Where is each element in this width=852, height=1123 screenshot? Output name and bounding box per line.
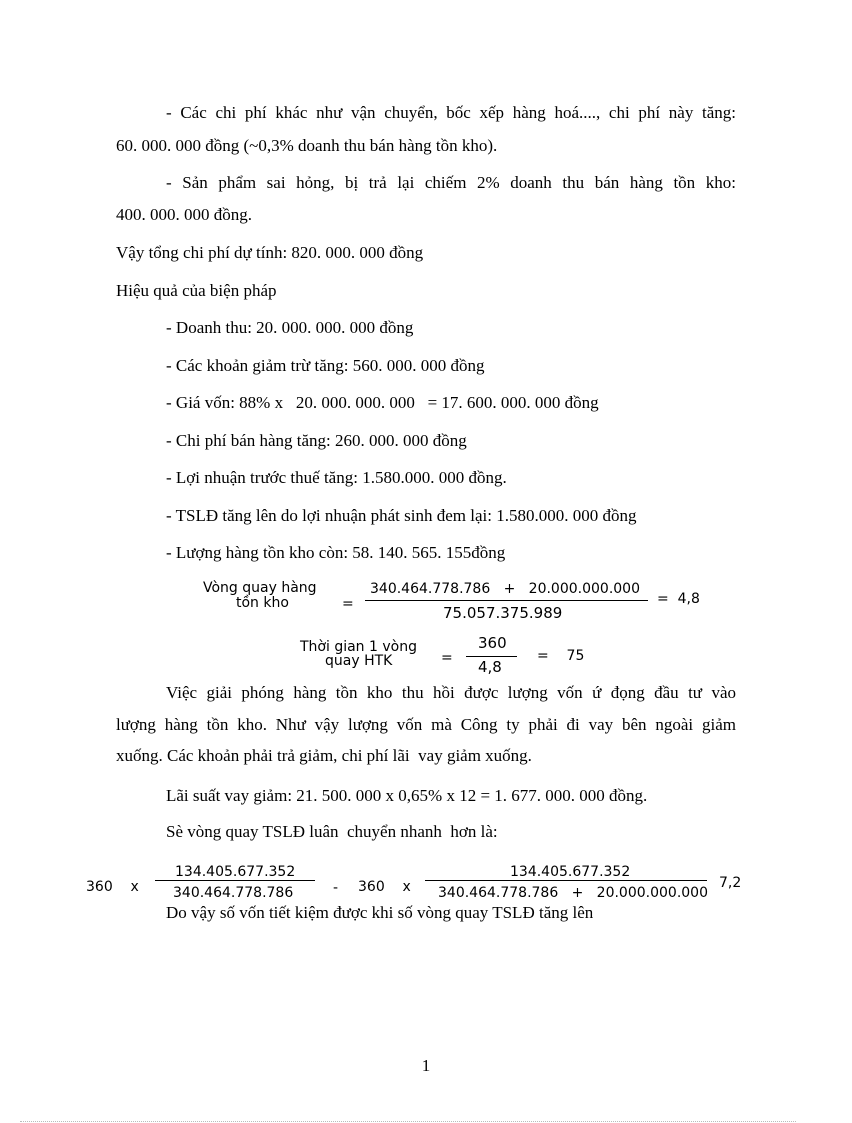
- formula-numerator: 134.405.677.352: [175, 864, 296, 880]
- interest-line: Lãi suất vay giảm: 21. 500. 000 x 0,65% x 12 = 1. 677. 000. 000 đồng.: [166, 786, 648, 805]
- formula-denominator: 340.464.778.786 + 20.000.000.000: [438, 885, 708, 901]
- page-number: 1: [421, 1056, 431, 1075]
- equals-sign: =: [441, 650, 453, 666]
- paragraph-line: - Các chi phí khác như vận chuyển, bốc xếp hàng hoá...., chi phí này tăng:: [166, 103, 736, 122]
- total-cost-line: Vậy tổng chi phí dự tính: 820. 000. 000 đồng: [116, 243, 424, 262]
- formula-denominator: 75.057.375.989: [443, 604, 563, 622]
- bullet-item: - TSLĐ tăng lên do lợi nhuận phát sinh đem lại: 1.580.000. 000 đồng: [166, 506, 637, 525]
- formula-numerator: 340.464.778.786 + 20.000.000.000: [370, 581, 640, 597]
- minus-sign: -: [333, 880, 339, 896]
- fraction-bar: [365, 600, 648, 601]
- paragraph-line: lượng hàng tồn kho. Như vậy lượng vốn mà Công ty phải đi vay bên ngoài giảm: [116, 715, 736, 734]
- equals-sign: =: [342, 596, 354, 612]
- formula-label: tồn kho: [236, 595, 289, 611]
- paragraph-line: - Sản phẩm sai hỏng, bị trả lại chiếm 2% doanh thu bán hàng tồn kho:: [166, 173, 736, 192]
- bullet-item: - Lượng hàng tồn kho còn: 58. 140. 565. 155đồng: [166, 543, 506, 562]
- paragraph-line: 60. 000. 000 đồng (~0,3% doanh thu bán hàng tồn kho).: [116, 136, 498, 155]
- formula-label: quay HTK: [325, 653, 393, 669]
- fraction-bar: [155, 880, 315, 881]
- formula-denominator: 340.464.778.786: [173, 885, 294, 901]
- obscured-line-clip: [160, 903, 660, 923]
- formula-label: Thời gian 1 vòng: [300, 639, 417, 655]
- paragraph-line: xuống. Các khoản phải trả giảm, chi phí lãi vay giảm xuống.: [116, 746, 532, 765]
- obscured-line: Do vậy số vốn tiết kiệm được khi số vòng quay TSLĐ tăng lên: [166, 903, 594, 922]
- formula-denominator: 4,8: [478, 658, 502, 676]
- paragraph-line: 400. 000. 000 đồng.: [116, 205, 252, 224]
- formula-coefficient: 360 x: [86, 879, 139, 895]
- formula-coefficient: 360 x: [358, 879, 411, 895]
- bullet-item: - Doanh thu: 20. 000. 000. 000 đồng: [166, 318, 414, 337]
- formula-result: = 4,8: [657, 591, 700, 607]
- section-heading: Hiệu quả của biện pháp: [116, 281, 277, 300]
- formula-label: Vòng quay hàng: [203, 580, 317, 596]
- formula-numerator: 134.405.677.352: [510, 864, 631, 880]
- fraction-bar: [466, 656, 517, 657]
- paragraph-line: Việc giải phóng hàng tồn kho thu hồi được lượng vốn ứ đọng đầu tư vào: [166, 683, 736, 702]
- fraction-bar: [425, 880, 707, 881]
- turnover-line: Sè vòng quay TSLĐ luân chuyển nhanh hơn là:: [166, 822, 498, 841]
- page-bottom-border: [20, 1121, 796, 1122]
- formula-result: 7,2: [719, 875, 742, 891]
- bullet-item: - Chi phí bán hàng tăng: 260. 000. 000 đồng: [166, 431, 467, 450]
- bullet-item: - Các khoản giảm trừ tăng: 560. 000. 000 đồng: [166, 356, 485, 375]
- bullet-item: - Giá vốn: 88% x 20. 000. 000. 000 = 17. 600. 000. 000 đồng: [166, 393, 599, 412]
- formula-result: = 75: [537, 648, 585, 664]
- bullet-item: - Lợi nhuận trước thuế tăng: 1.580.000. 000 đồng.: [166, 468, 507, 487]
- formula-numerator: 360: [478, 634, 507, 652]
